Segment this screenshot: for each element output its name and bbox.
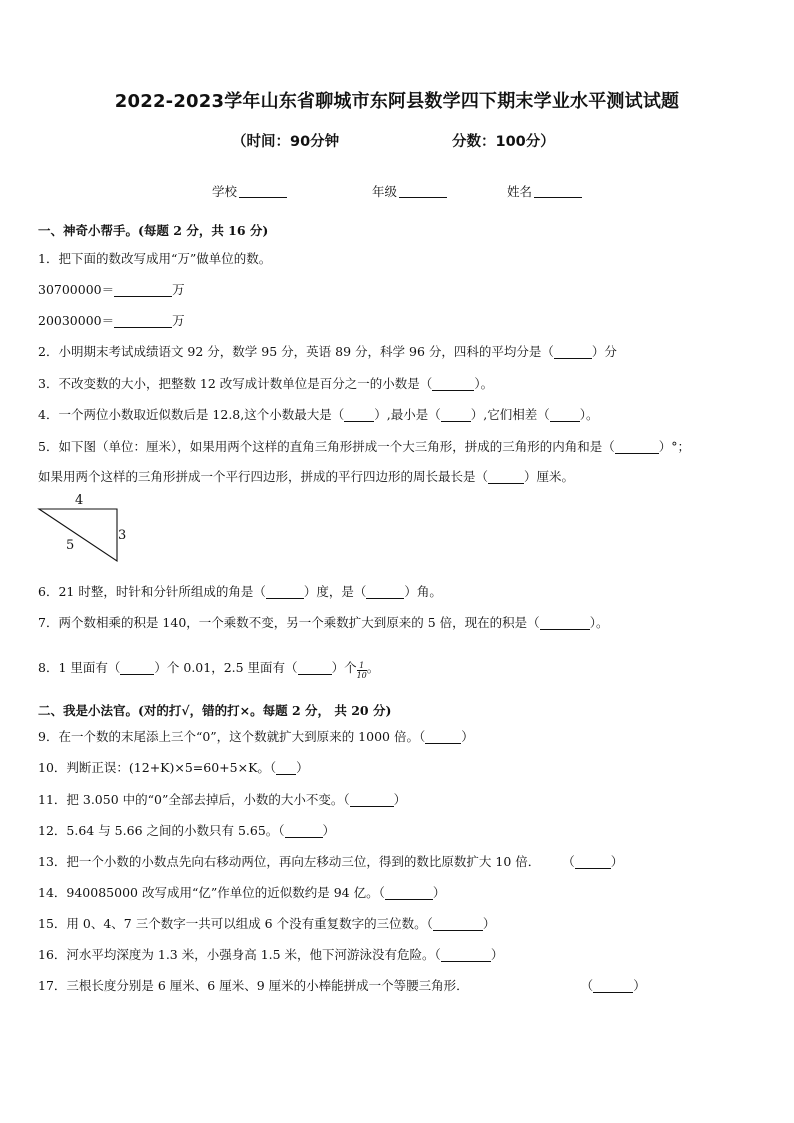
answer-blank[interactable] — [285, 824, 323, 838]
section2-heading: 二、我是小法官。(对的打√，错的打×。每题 2 分， 共 20 分) — [38, 703, 392, 718]
name-field — [507, 182, 582, 200]
side-label-right: 3 — [118, 528, 127, 543]
answer-blank[interactable] — [344, 408, 374, 422]
side-label-hypotenuse: 5 — [66, 538, 75, 553]
section1-heading: 一、神奇小帮手。(每题 2 分，共 16 分) — [38, 223, 269, 238]
question-17: 17．三根长度分别是 6 厘米、6 厘米、9 厘米的小棒能拼成一个等腰三角形． （ ） — [38, 978, 646, 993]
grade-label: 年级 — [372, 184, 398, 199]
school-blank[interactable] — [239, 185, 287, 198]
question-9: 9．在一个数的末尾添上三个“0”，这个数就扩大到原来的 1000 倍。（ ） — [38, 729, 474, 744]
question-11: 11．把 3.050 中的“0”全部去掉后，小数的大小不变。（ ） — [38, 792, 407, 807]
side-label-top: 4 — [75, 493, 84, 508]
answer-blank[interactable] — [366, 585, 404, 599]
question-13: 13．把一个小数的小数点先向右移动两位，再向左移动三位，得到的数比原数扩大 10 倍． （ ） — [38, 854, 624, 869]
answer-blank[interactable] — [441, 408, 471, 422]
name-label: 姓名 — [507, 184, 533, 199]
grade-blank[interactable] — [399, 185, 447, 198]
answer-blank[interactable] — [114, 314, 172, 328]
triangle-figure — [36, 495, 136, 565]
answer-blank[interactable] — [550, 408, 580, 422]
question-2: 2．小明期末考试成绩语文 92 分，数学 95 分，英语 89 分，科学 96 分，四科的平均分是（ ）分 — [38, 344, 617, 359]
answer-blank[interactable] — [441, 948, 491, 962]
answer-blank[interactable] — [120, 661, 154, 675]
answer-blank[interactable] — [298, 661, 332, 675]
time-label: （时间：90分钟 — [232, 134, 340, 150]
question-5-continued: 如果用两个这样的三角形拼成一个平行四边形，拼成的平行四边形的周长最长是（ ）厘米。 — [38, 469, 575, 484]
question-6: 6．21 时整，时针和分针所组成的角是（ ）度，是（ ）角。 — [38, 584, 442, 599]
answer-blank[interactable] — [432, 377, 474, 391]
grade-field — [372, 182, 447, 200]
question-10: 10．判断正误：(12+K)×5=60+5×K。（ ） — [38, 760, 309, 775]
answer-blank[interactable] — [575, 855, 611, 869]
question-3: 3．不改变数的大小，把整数 12 改写成计数单位是百分之一的小数是（ ）。 — [38, 376, 494, 391]
answer-blank[interactable] — [350, 793, 394, 807]
answer-blank[interactable] — [433, 917, 483, 931]
question-14: 14．940085000 改写成用“亿”作单位的近似数约是 94 亿。（ ） — [38, 885, 446, 900]
answer-blank[interactable] — [615, 440, 659, 454]
school-field — [212, 182, 287, 200]
question-5: 5．如下图（单位：厘米），如果用两个这样的直角三角形拼成一个大三角形，拼成的三角形的内角和是（ ）°； — [38, 439, 690, 454]
question-12: 12．5.64 与 5.66 之间的小数只有 5.65。（ ） — [38, 823, 336, 838]
question-7: 7．两个数相乘的积是 140，一个乘数不变，另一个乘数扩大到原来的 5 倍，现在的积是（ ）。 — [38, 615, 609, 630]
fraction: $\frac{1}{10}$ — [356, 661, 367, 680]
answer-blank[interactable] — [540, 616, 590, 630]
answer-blank[interactable] — [554, 345, 592, 359]
answer-blank[interactable] — [488, 470, 524, 484]
name-blank[interactable] — [534, 185, 582, 198]
school-label: 学校 — [212, 184, 238, 199]
page-title: 2022-2023学年山东省聊城市东阿县数学四下期末学业水平测试试题 — [114, 91, 680, 112]
question-16: 16．河水平均深度为 1.3 米，小强身高 1.5 米，他下河游泳没有危险。（ ） — [38, 947, 504, 962]
question-1b: 20030000＝ 万 — [38, 313, 185, 328]
answer-blank[interactable] — [385, 886, 433, 900]
answer-blank[interactable] — [114, 283, 172, 297]
answer-blank[interactable] — [276, 761, 296, 775]
question-8: 8．1 里面有（ ）个 0.01，2.5 里面有（ ）个 $\frac{1}{10}$ 。 — [38, 660, 380, 680]
question-1a: 30700000＝ 万 — [38, 282, 185, 297]
question-4: 4．一个两位小数取近似数后是 12.8,这个小数最大是（ ）,最小是（ ）,它们相差（ ）。 — [38, 407, 599, 422]
score-label: 分数：100分） — [452, 134, 555, 150]
question-15: 15．用 0、4、7 三个数字一共可以组成 6 个没有重复数字的三位数。（ ） — [38, 916, 496, 931]
answer-blank[interactable] — [593, 979, 633, 993]
question-1: 1．把下面的数改写成用“万”做单位的数。 — [38, 251, 272, 266]
answer-blank[interactable] — [425, 730, 461, 744]
answer-blank[interactable] — [266, 585, 304, 599]
